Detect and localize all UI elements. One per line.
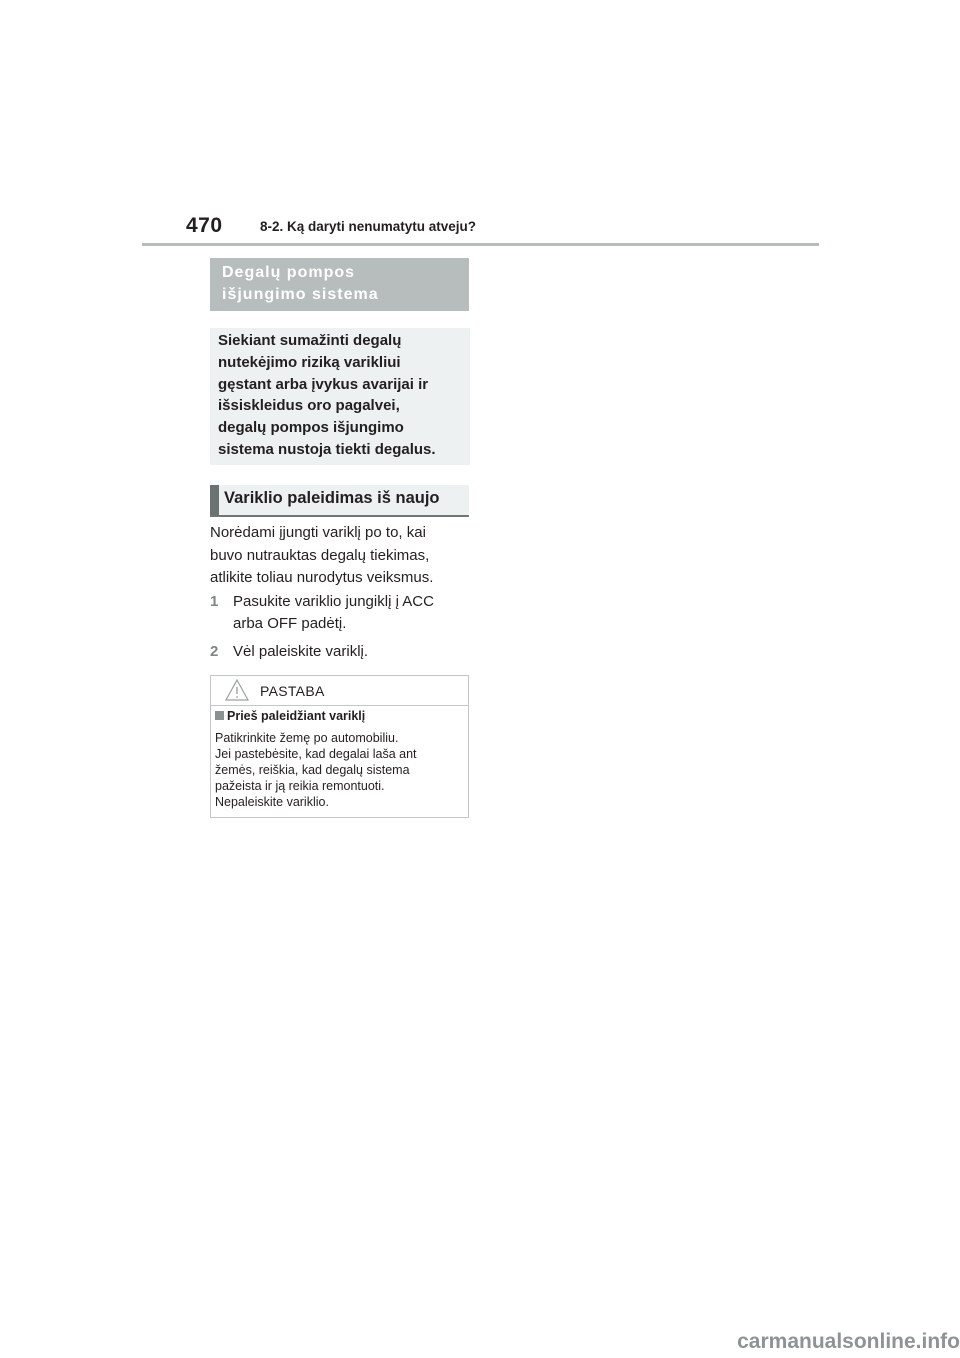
- notice-line: Nepaleiskite variklio.: [215, 795, 329, 809]
- summary-line: sistema nustoja tiekti degalus.: [218, 440, 436, 458]
- restart-heading-text: Variklio paleidimas iš naujo: [224, 489, 440, 507]
- notice-line: pažeista ir ją reikia remontuoti.: [215, 779, 385, 793]
- footer-watermark: carmanualsonline.info: [737, 1330, 960, 1353]
- step-1: [210, 591, 472, 635]
- chapter-title: 8-2. Ką daryti nenumatytu atveju?: [260, 219, 477, 234]
- intro-line: atlikite toliau nurodytus veiksmus.: [210, 569, 434, 586]
- summary-line: gęstant arba įvykus avarijai ir: [218, 375, 429, 393]
- summary-line: degalų pompos išjungimo: [218, 419, 404, 437]
- heading-accent-bar: [210, 485, 219, 515]
- summary-box: [210, 328, 470, 465]
- intro-line: buvo nutrauktas degalų tiekimas,: [210, 546, 430, 564]
- notice-subheading: [215, 709, 365, 723]
- notice-box: [210, 675, 469, 818]
- page-number: 470: [186, 214, 223, 237]
- step-number: 1: [210, 593, 219, 610]
- summary-line: nutekėjimo riziką varikliui: [218, 353, 401, 371]
- restart-intro: [210, 522, 472, 590]
- notice-line: žemės, reiškia, kad degalų sistema: [215, 763, 410, 777]
- notice-title: PASTABA: [260, 683, 325, 699]
- notice-subheading-text: Prieš paleidžiant variklį: [227, 709, 366, 723]
- warning-triangle-icon: [225, 679, 249, 701]
- notice-body: [215, 730, 465, 810]
- intro-line: Norėdami įjungti variklį po to, kai: [210, 524, 426, 541]
- step-number: 2: [210, 643, 219, 660]
- notice-line: Patikrinkite žemę po automobiliu.: [215, 731, 399, 745]
- summary-line: išsiskleidus oro pagalvei,: [218, 397, 400, 415]
- step-text-line-2: arba OFF padėtį.: [233, 615, 347, 632]
- restart-heading: [210, 485, 469, 517]
- notice-header: [211, 676, 468, 706]
- section-title-line-1: Degalų pompos: [222, 264, 356, 281]
- step-text-line-1: Pasukite variklio jungiklį į ACC: [233, 593, 434, 610]
- square-bullet-icon: [215, 711, 224, 720]
- step-text-line-1: Vėl paleiskite variklį.: [233, 643, 369, 660]
- section-title-line-2: išjungimo sistema: [222, 286, 379, 303]
- header-rule: [142, 243, 819, 246]
- summary-line: Siekiant sumažinti degalų: [218, 332, 402, 349]
- notice-line: Jei pastebėsite, kad degalai laša ant: [215, 747, 417, 761]
- step-2: [210, 641, 472, 663]
- section-title: [210, 258, 469, 311]
